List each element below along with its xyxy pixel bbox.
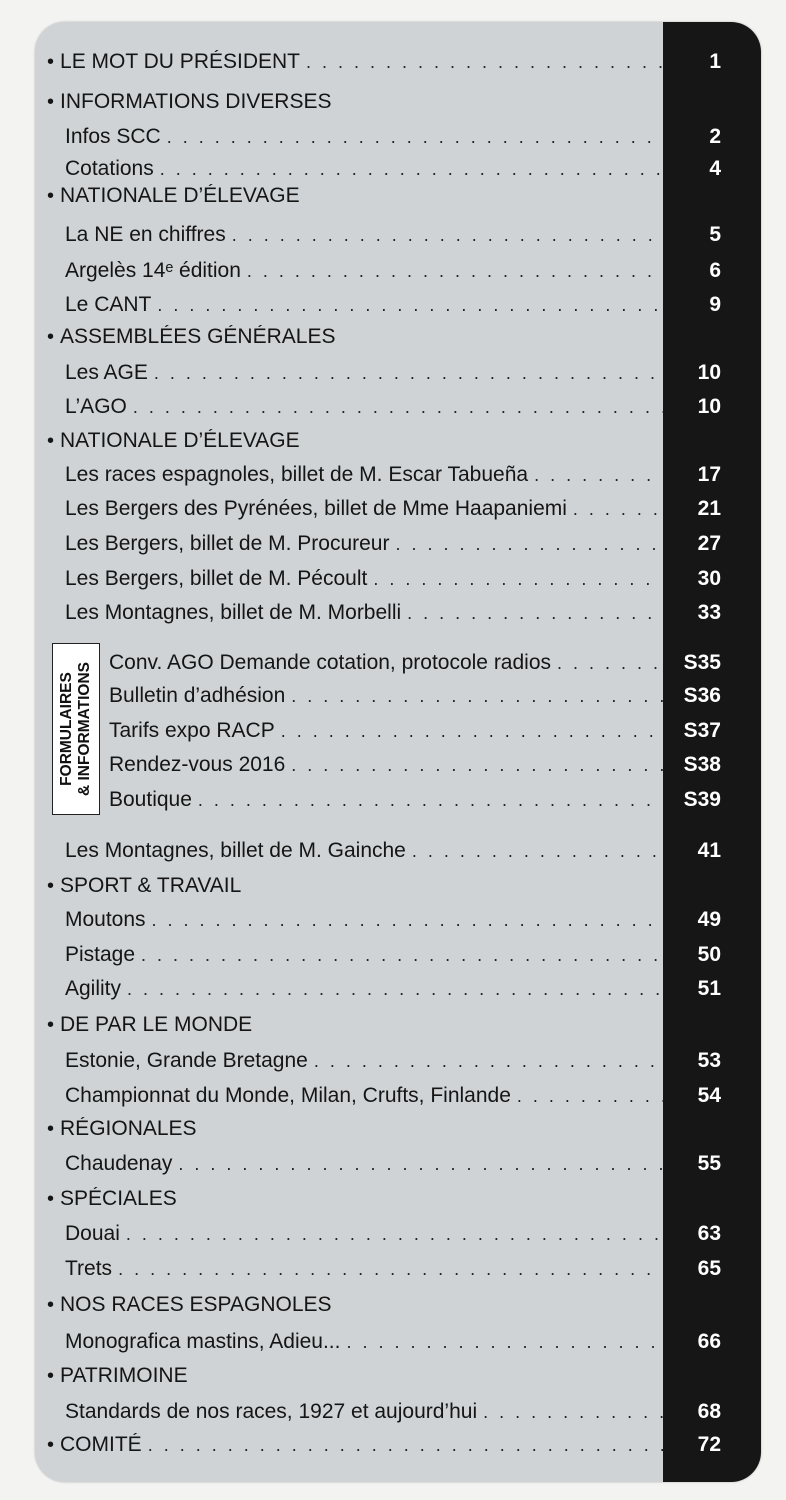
toc-row: [35, 356, 761, 390]
dot-leader: [573, 499, 663, 520]
toc-entry-label: Douai: [65, 1222, 120, 1245]
toc-entry: [35, 977, 663, 1001]
toc-row: [35, 254, 761, 288]
toc-row: [35, 1395, 761, 1429]
toc-page-number: 72: [697, 1433, 721, 1456]
toc-page-number: 55: [697, 1152, 721, 1175]
dot-leader: [141, 945, 663, 966]
bullet-icon: •: [47, 1293, 55, 1316]
toc-row: [35, 1182, 761, 1216]
toc-page-number: 33: [697, 601, 721, 624]
toc-entry-label: Standards de nos races, 1927 et aujourd’hui: [65, 1400, 478, 1423]
toc-entry: [35, 651, 663, 675]
toc-row: [35, 527, 761, 561]
dot-leader: [291, 755, 663, 776]
toc-row: [35, 646, 761, 680]
toc-entry-label: Les Bergers des Pyrénées, billet de Mme Haapaniemi: [65, 497, 567, 520]
toc-page-number: 10: [697, 361, 721, 384]
dot-leader: [232, 225, 663, 246]
toc-row: [35, 85, 761, 119]
toc-entry-label: SPORT & TRAVAIL: [60, 874, 242, 897]
toc-entry: [35, 753, 663, 777]
toc-entry: [35, 1049, 663, 1073]
toc-entry: [35, 1433, 663, 1457]
toc-page-number: 51: [697, 977, 721, 1000]
toc-page-number: 50: [697, 943, 721, 966]
dot-leader: [407, 603, 663, 624]
toc-entry-label: PATRIMOINE: [60, 1364, 188, 1387]
toc-row: [35, 1217, 761, 1251]
toc-row: [35, 903, 761, 937]
toc-entry: [35, 90, 663, 114]
dot-leader: [517, 1086, 663, 1107]
bullet-icon: •: [47, 1013, 55, 1036]
toc-page-number: 17: [697, 463, 721, 486]
toc-entry: [35, 839, 663, 863]
toc-row: [35, 748, 761, 782]
toc-row: [35, 458, 761, 492]
toc-row: [35, 492, 761, 526]
bullet-icon: •: [47, 1187, 55, 1210]
dot-leader: [160, 159, 663, 180]
bullet-icon: •: [47, 874, 55, 897]
toc-entry: [35, 259, 663, 283]
toc-entry-label: Cotations: [65, 157, 154, 180]
toc-entry: [35, 908, 663, 932]
toc-row: [35, 1252, 761, 1286]
toc-entry-label: Conv. AGO Demande cotation, protocole radios: [109, 651, 552, 674]
toc-row: [35, 320, 761, 354]
toc-entry-label: Chaudenay: [65, 1152, 173, 1175]
toc-row: [35, 288, 761, 322]
toc-row: [35, 1147, 761, 1181]
toc-entry-label: Infos SCC: [65, 125, 161, 148]
toc-entry: [35, 293, 663, 317]
toc-entry: [35, 497, 663, 521]
toc-entry-label: Bulletin d’adhésion: [109, 684, 286, 707]
toc-entry: [35, 125, 663, 149]
side-box-line2: & INFORMATIONS: [76, 661, 93, 797]
toc-row: [35, 938, 761, 972]
toc-entry-label: SPÉCIALES: [60, 1187, 177, 1210]
toc-entry-label: NATIONALE D’ÉLEVAGE: [60, 429, 300, 452]
toc-entry-label: Les AGE: [65, 361, 148, 384]
toc-row: [35, 783, 761, 817]
toc-row: [35, 1008, 761, 1042]
bullet-icon: •: [47, 50, 55, 73]
toc-row: [35, 562, 761, 596]
toc-entry: [35, 684, 663, 708]
toc-entry: [35, 943, 663, 967]
toc-page-number: 63: [697, 1222, 721, 1245]
toc-entry: [35, 874, 663, 898]
toc-entry-label: Boutique: [109, 788, 192, 811]
bullet-icon: •: [47, 1364, 55, 1387]
toc-row: [35, 972, 761, 1006]
dot-leader: [557, 653, 663, 674]
toc-row: [35, 1288, 761, 1322]
toc-entry-label: L’AGO: [65, 395, 127, 418]
dot-leader: [148, 1435, 663, 1456]
toc-page-number: 21: [697, 497, 721, 520]
toc-entry-label: Rendez-vous 2016: [109, 753, 286, 776]
toc-entry: [35, 395, 663, 419]
toc-row: [35, 1044, 761, 1078]
toc-entry: [35, 1293, 663, 1317]
toc-entry: [35, 50, 663, 74]
dot-leader: [412, 841, 663, 862]
toc-row: [35, 834, 761, 868]
toc-entry-label: Moutons: [65, 908, 146, 931]
toc-entry-label: NATIONALE D’ÉLEVAGE: [60, 184, 300, 207]
toc-entry-label: Les races espagnoles, billet de M. Escar Tabueña: [65, 463, 529, 486]
toc-page-number: 41: [697, 839, 721, 862]
toc-entry-label: Le CANT: [65, 293, 152, 316]
toc-row: [35, 45, 761, 79]
dot-leader: [152, 910, 663, 931]
dot-leader: [306, 52, 663, 73]
toc-row: [35, 869, 761, 903]
dot-leader: [247, 261, 663, 282]
toc-entry-label: Les Bergers, billet de M. Procureur: [65, 532, 390, 555]
toc-entry: [35, 1400, 663, 1424]
dot-leader: [126, 1224, 663, 1245]
dot-leader: [198, 790, 663, 811]
toc-entry: [35, 325, 663, 349]
table-of-contents-card: [35, 22, 761, 1482]
toc-row: [35, 424, 761, 458]
toc-row: [35, 679, 761, 713]
toc-page-number: 2: [709, 125, 721, 148]
toc-entry: [35, 223, 663, 247]
toc-entry: [35, 719, 663, 743]
toc-entry-label: COMITÉ: [60, 1433, 142, 1456]
toc-page-number: 1: [709, 50, 721, 73]
toc-row: [35, 390, 761, 424]
bullet-icon: •: [47, 184, 55, 207]
dot-leader: [291, 686, 663, 707]
toc-entry: [35, 1187, 663, 1211]
toc-entry: [35, 361, 663, 385]
bullet-icon: •: [47, 90, 55, 113]
toc-page-number: 54: [697, 1084, 721, 1107]
dot-leader: [281, 721, 663, 742]
toc-entry: [35, 429, 663, 453]
dot-leader: [373, 569, 663, 590]
toc-row: [35, 596, 761, 630]
toc-entry: [35, 1330, 663, 1354]
toc-entry-label: Championnat du Monde, Milan, Crufts, Finlande: [65, 1084, 511, 1107]
toc-page-number: 10: [697, 395, 721, 418]
toc-entry: [35, 1364, 663, 1388]
toc-row: [35, 1112, 761, 1146]
toc-entry: [35, 157, 663, 181]
toc-entry: [35, 788, 663, 812]
toc-page-number: S38: [683, 753, 721, 776]
toc-row: [35, 1359, 761, 1393]
toc-page-number: 68: [697, 1400, 721, 1423]
bullet-icon: •: [47, 1117, 55, 1140]
bullet-icon: •: [47, 1433, 55, 1456]
toc-entry-label: NOS RACES ESPAGNOLES: [60, 1293, 332, 1316]
toc-entry-label: Les Montagnes, billet de M. Gainche: [65, 839, 406, 862]
toc-page-number: S39: [683, 788, 721, 811]
toc-row: [35, 1428, 761, 1462]
toc-entry-label: INFORMATIONS DIVERSES: [60, 90, 332, 113]
toc-entry: [35, 1013, 663, 1037]
toc-page-number: 66: [697, 1330, 721, 1353]
toc-entry-label: ASSEMBLÉES GÉNÉRALES: [60, 325, 336, 348]
toc-entry-label: Pistage: [65, 943, 136, 966]
toc-page-number: 4: [709, 157, 721, 180]
toc-row: [35, 1325, 761, 1359]
toc-entry: [35, 1257, 663, 1281]
toc-entry-label: LE MOT DU PRÉSIDENT: [60, 50, 300, 73]
toc-entry-label: Trets: [65, 1257, 113, 1280]
toc-entry: [35, 567, 663, 591]
dot-leader: [154, 363, 663, 384]
toc-page-number: 9: [709, 293, 721, 316]
bullet-icon: •: [47, 429, 55, 452]
toc-page-number: S36: [683, 684, 721, 707]
toc-entry-label: Tarifs expo RACP: [109, 719, 275, 742]
dot-leader: [534, 465, 663, 486]
toc-row: [35, 120, 761, 154]
toc-page-number: 53: [697, 1049, 721, 1072]
toc-page-number: 6: [709, 259, 721, 282]
toc-row: [35, 179, 761, 213]
toc-page-number: S37: [683, 719, 721, 742]
toc-page-number: 49: [697, 908, 721, 931]
toc-page-number: 30: [697, 567, 721, 590]
toc-entry-label: Les Bergers, billet de M. Pécoult: [65, 567, 368, 590]
toc-entry-label: Les Montagnes, billet de M. Morbelli: [65, 601, 402, 624]
toc-entry: [35, 463, 663, 487]
toc-entry-label: Agility: [65, 977, 122, 1000]
toc-entry: [35, 1117, 663, 1141]
toc-entry: [35, 1222, 663, 1246]
toc-page-number: 65: [697, 1257, 721, 1280]
dot-leader: [118, 1259, 663, 1280]
toc-entry-label: Monografica mastins, Adieu...: [65, 1330, 341, 1353]
toc-entry-label: Argelès 14ᵉ édition: [65, 259, 241, 282]
toc-page-number: S35: [683, 651, 721, 674]
toc-entry: [35, 532, 663, 556]
toc-row: [35, 714, 761, 748]
toc-entry-label: RÉGIONALES: [60, 1117, 197, 1140]
side-box-line1: FORMULAIRES: [58, 672, 75, 786]
toc-entry-label: Estonie, Grande Bretagne: [65, 1049, 308, 1072]
dot-leader: [127, 979, 663, 1000]
dot-leader: [133, 397, 663, 418]
toc-page-number: 5: [709, 223, 721, 246]
toc-row: [35, 218, 761, 252]
dot-leader: [395, 534, 663, 555]
toc-entry-label: La NE en chiffres: [65, 223, 226, 246]
formulaires-informations-label: [58, 662, 94, 796]
toc-entry: [35, 184, 663, 208]
toc-page-number: 27: [697, 532, 721, 555]
bullet-icon: •: [47, 325, 55, 348]
dot-leader: [157, 295, 663, 316]
toc-entry: [35, 601, 663, 625]
dot-leader: [346, 1332, 663, 1353]
toc-entry-label: DE PAR LE MONDE: [60, 1013, 253, 1036]
dot-leader: [483, 1402, 663, 1423]
toc-entry: [35, 1152, 663, 1176]
dot-leader: [178, 1154, 663, 1175]
toc-row: [35, 1079, 761, 1113]
formulaires-informations-box: [52, 643, 100, 815]
dot-leader: [314, 1051, 663, 1072]
dot-leader: [167, 127, 663, 148]
toc-entry: [35, 1084, 663, 1108]
